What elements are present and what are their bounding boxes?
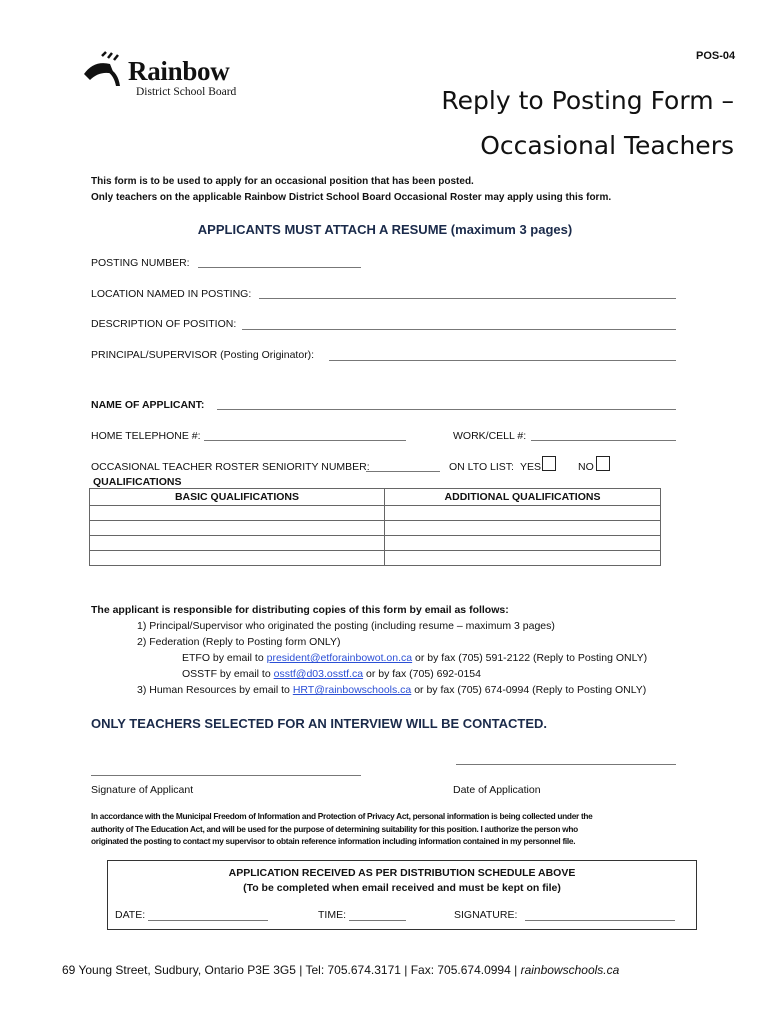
signature-label: Signature of Applicant (91, 784, 194, 796)
hr-prefix: 3) Human Resources by email to (137, 684, 290, 696)
name-field[interactable] (217, 409, 676, 410)
date-of-application-field[interactable] (456, 764, 676, 765)
page-title-line1: Reply to Posting Form – (441, 86, 734, 115)
basic-qualification-cell[interactable] (90, 536, 385, 551)
work-cell-label: WORK/CELL #: (453, 430, 527, 442)
hr-suffix: or by fax (705) 674-0994 (Reply to Posting ONLY) (414, 684, 647, 696)
lto-no-label: NO (578, 461, 594, 473)
table-row (90, 521, 661, 536)
received-box-line1: APPLICATION RECEIVED AS PER DISTRIBUTION SCHEDULE ABOVE (228, 867, 576, 879)
application-received-box (107, 860, 697, 930)
additional-qualifications-header: ADDITIONAL QUALIFICATIONS (385, 489, 661, 506)
rainbow-logo-icon (80, 50, 130, 94)
posting-number-label: POSTING NUMBER: (91, 257, 190, 269)
table-row (90, 506, 661, 521)
qualifications-heading: QUALIFICATIONS (93, 476, 182, 488)
lto-yes-label: YES (520, 461, 542, 473)
received-box-line2: (To be completed when email received and must be kept on file) (243, 882, 561, 894)
description-label: DESCRIPTION OF POSITION: (91, 318, 237, 330)
interview-notice: ONLY TEACHERS SELECTED FOR AN INTERVIEW WILL BE CONTACTED. (91, 716, 547, 731)
osstf-line (182, 668, 481, 680)
applicant-signature-field[interactable] (91, 775, 361, 776)
distribution-heading: The applicant is responsible for distributing copies of this form by email as follows: (91, 604, 509, 616)
received-time-label: TIME: (318, 909, 346, 921)
lto-yes-checkbox[interactable] (542, 456, 556, 471)
footer-address: 69 Young Street, Sudbury, Ontario P3E 3G5 | Tel: 705.674.3171 | Fax: 705.674.0994 | (62, 963, 518, 977)
seniority-field[interactable] (366, 471, 440, 472)
lto-no-checkbox[interactable] (596, 456, 610, 471)
home-telephone-field[interactable] (204, 440, 406, 441)
work-cell-field[interactable] (531, 440, 676, 441)
basic-qualifications-header: BASIC QUALIFICATIONS (90, 489, 385, 506)
principal-field[interactable] (329, 360, 676, 361)
etfo-line (182, 652, 647, 664)
lto-label: ON LTO LIST: (449, 461, 514, 473)
basic-qualification-cell[interactable] (90, 521, 385, 536)
received-signature-label: SIGNATURE: (454, 909, 518, 921)
basic-qualification-cell[interactable] (90, 506, 385, 521)
resume-notice: APPLICANTS MUST ATTACH A RESUME (maximum 3 pages) (197, 222, 573, 237)
name-label: NAME OF APPLICANT: (91, 399, 205, 411)
received-date-label: DATE: (115, 909, 146, 921)
logo (80, 50, 250, 102)
privacy-notice (91, 810, 731, 848)
page-title-line2: Occasional Teachers (480, 131, 734, 160)
intro-line1: This form is to be used to apply for an occasional position that has been posted. (91, 176, 474, 187)
privacy-line-3: originated the posting to contact my supervisor to obtain reference information including information contained in my personnel file. (91, 836, 576, 846)
home-telephone-label: HOME TELEPHONE #: (91, 430, 201, 442)
distribution-item-2: 2) Federation (Reply to Posting form ONLY) (137, 636, 341, 648)
privacy-line-2: authority of The Education Act, and will be used for the purpose of determining suitability for this position. I authorize the person who (91, 823, 578, 834)
etfo-email-link[interactable]: president@etforainbowot.on.ca (266, 652, 413, 664)
received-time-field[interactable] (349, 920, 406, 921)
additional-qualification-cell[interactable] (385, 506, 661, 521)
posting-number-field[interactable] (198, 267, 361, 268)
osstf-email-link[interactable]: osstf@d03.osstf.ca (273, 668, 364, 680)
description-field[interactable] (242, 329, 676, 330)
seniority-label: OCCASIONAL TEACHER ROSTER SENIORITY NUMBER: (91, 461, 370, 473)
received-date-field[interactable] (148, 920, 268, 921)
osstf-suffix: or by fax (705) 692-0154 (366, 668, 481, 680)
logo-name: Rainbow (128, 56, 230, 86)
table-row (90, 551, 661, 566)
basic-qualification-cell[interactable] (90, 551, 385, 566)
intro-line2: Only teachers on the applicable Rainbow District School Board Occasional Roster may apply using this form. (91, 192, 612, 203)
privacy-line-1: In accordance with the Municipal Freedom of Information and Protection of Privacy Act, personal information is being collected under the (91, 811, 593, 821)
additional-qualification-cell[interactable] (385, 536, 661, 551)
additional-qualification-cell[interactable] (385, 521, 661, 536)
form-code: POS-04 (696, 50, 736, 62)
location-field[interactable] (259, 298, 676, 299)
location-label: LOCATION NAMED IN POSTING: (91, 288, 252, 300)
logo-subtitle: District School Board (136, 86, 237, 98)
etfo-prefix: ETFO by email to (182, 652, 264, 664)
distribution-item-3 (137, 684, 646, 696)
date-of-application-label: Date of Application (453, 784, 541, 796)
footer-website[interactable]: rainbowschools.ca (520, 963, 620, 977)
distribution-item-1: 1) Principal/Supervisor who originated the posting (including resume – maximum 3 pages) (137, 620, 555, 632)
principal-label: PRINCIPAL/SUPERVISOR (Posting Originator): (91, 349, 315, 361)
etfo-suffix: or by fax (705) 591-2122 (Reply to Posting ONLY) (415, 652, 648, 664)
qualifications-table (89, 488, 661, 566)
table-row (90, 536, 661, 551)
footer (62, 963, 619, 977)
hr-email-link[interactable]: HRT@rainbowschools.ca (292, 684, 412, 696)
received-signature-field[interactable] (525, 920, 675, 921)
additional-qualification-cell[interactable] (385, 551, 661, 566)
osstf-prefix: OSSTF by email to (182, 668, 271, 680)
